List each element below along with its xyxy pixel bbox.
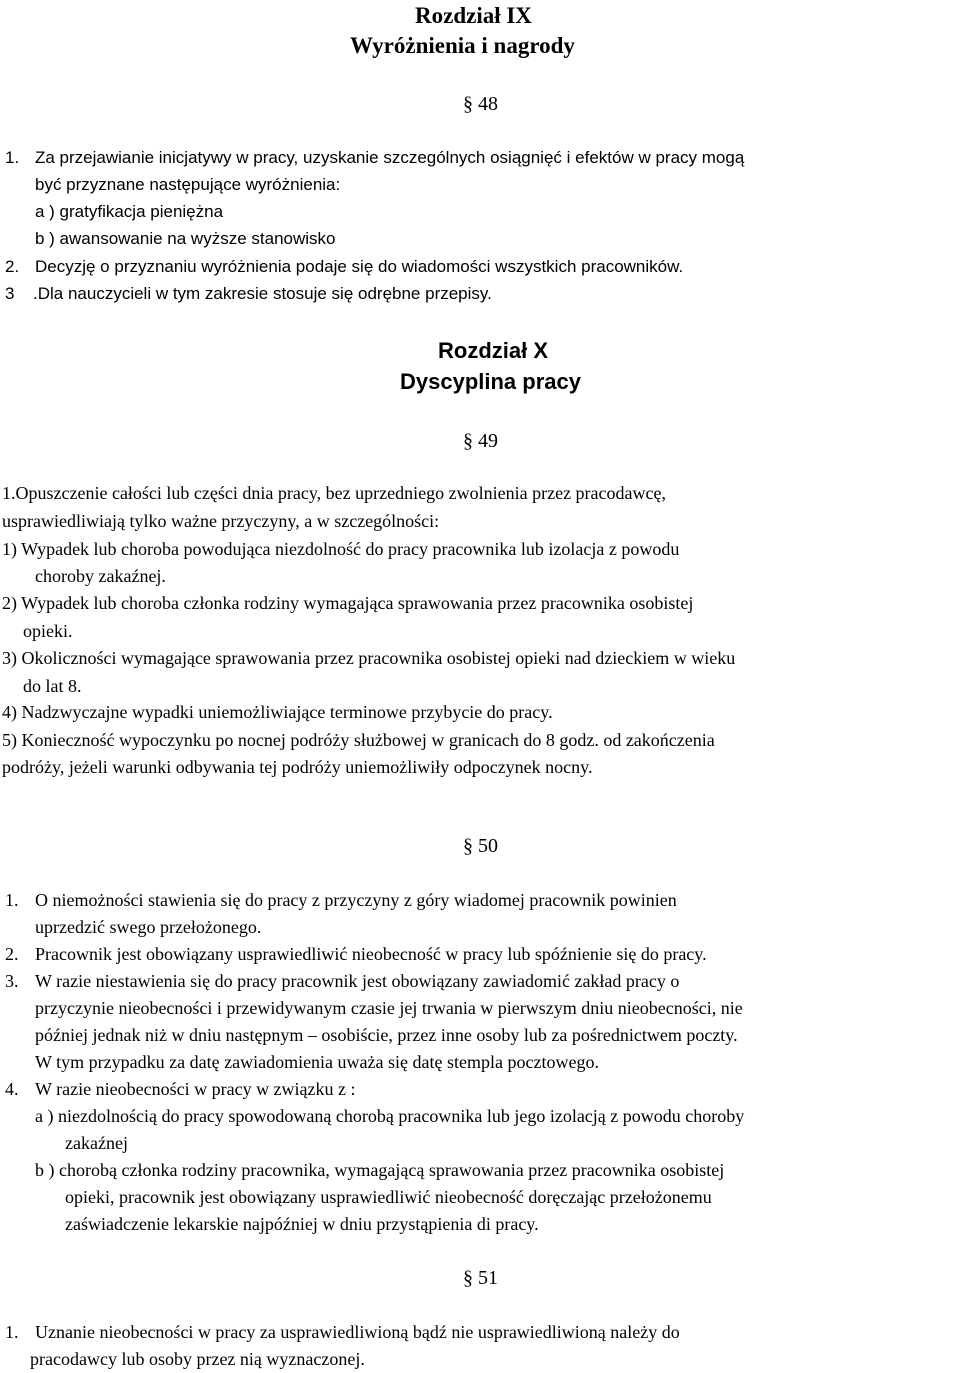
chapter-10-title: Dyscyplina pracy [400, 369, 581, 394]
paragraph-line: Uznanie nieobecności w pracy za usprawiedliwioną bądź nie usprawiedliwioną należy do [35, 1322, 680, 1342]
paragraph-line: W tym przypadku za datę zawiadomienia uważa się datę stempla pocztowego. [35, 1052, 599, 1072]
paragraph-line: 1.Opuszczenie całości lub części dnia pracy, bez uprzedniego zwolnienia przez pracodawcę, [2, 483, 666, 503]
paragraph-line: pracodawcy lub osoby przez nią wyznaczonej. [30, 1349, 365, 1369]
list-item: 5) Konieczność wypoczynku po nocnej podróży służbowej w granicach do 8 godz. od zakończenia [2, 730, 715, 750]
paragraph-line: Decyzję o przyznaniu wyróżnienia podaje się do wiadomości wszystkich pracowników. [35, 257, 684, 276]
list-item: b ) chorobą członka rodziny pracownika, wymagającą sprawowania przez pracownika osobistej [35, 1160, 725, 1180]
item-number: 4. [5, 1079, 19, 1099]
list-item-continuation: opieki. [23, 621, 73, 641]
paragraph-line: Za przejawianie inicjatywy w pracy, uzyskanie szczególnych osiągnięć i efektów w pracy mogą [35, 148, 745, 167]
list-item-continuation: zakaźnej [65, 1133, 128, 1153]
paragraph-line: O niemożności stawienia się do pracy z przyczyny z góry wiadomej pracownik powinien [35, 890, 677, 910]
paragraph-line: uprzedzić swego przełożonego. [35, 917, 262, 937]
chapter-10-heading: Rozdział X [438, 338, 549, 363]
chapter-9-heading: Rozdział IX [415, 3, 532, 28]
paragraph-line: W razie niestawienia się do pracy pracownik jest obowiązany zawiadomić zakład pracy o [35, 971, 680, 991]
list-item-continuation: zaświadczenie lekarskie najpóźniej w dniu przystąpienia di pracy. [65, 1214, 539, 1234]
paragraph-line: później jednak niż w dniu następnym – osobiście, przez inne osoby lub za pośrednictwem poczty. [35, 1025, 738, 1045]
chapter-9-title: Wyróżnienia i nagrody [350, 33, 575, 58]
item-number: 1. [5, 890, 19, 910]
paragraph-line: Pracownik jest obowiązany usprawiedliwić nieobecność w pracy lub spóźnienie się do pracy. [35, 944, 707, 964]
section-50-heading: § 50 [463, 835, 498, 857]
list-item-continuation: opieki, pracownik jest obowiązany usprawiedliwić nieobecność doręczając przełożonemu [65, 1187, 712, 1207]
list-item-continuation: podróży, jeżeli warunki odbywania tej podróży uniemożliwiły odpoczynek nocny. [2, 757, 593, 777]
item-number: 2. [5, 257, 20, 276]
item-number: 2. [5, 944, 19, 964]
section-51-heading: § 51 [463, 1267, 498, 1289]
list-item-continuation: choroby zakaźnej. [35, 566, 166, 586]
list-item: 3) Okoliczności wymagające sprawowania przez pracownika osobistej opieki nad dzieckiem w wieku [2, 648, 736, 668]
item-number: 3. [5, 971, 19, 991]
list-item-continuation: do lat 8. [23, 676, 82, 696]
list-item: a ) niezdolnością do pracy spowodowaną chorobą pracownika lub jego izolacją z powodu choroby [35, 1106, 745, 1126]
item-number: 1. [5, 148, 20, 167]
list-item: 2) Wypadek lub choroba członka rodziny wymagająca sprawowania przez pracownika osobistej [2, 593, 694, 613]
item-number: 3 [5, 284, 15, 303]
list-item: a ) gratyfikacja pieniężna [35, 202, 224, 221]
paragraph-line: usprawiedliwiają tylko ważne przyczyny, a w szczególności: [2, 511, 440, 531]
section-48-heading: § 48 [463, 93, 498, 115]
paragraph-line: przyczynie nieobecności i przewidywanym czasie jej trwania w pierwszym dniu nieobecności, nie [35, 998, 743, 1018]
list-item: 1) Wypadek lub choroba powodująca niezdolność do pracy pracownika lub izolacja z powodu [2, 539, 680, 559]
paragraph-line: .Dla nauczycieli w tym zakresie stosuje się odrębne przepisy. [33, 284, 492, 303]
item-number: 1. [5, 1322, 19, 1342]
list-item: 4) Nadzwyczajne wypadki uniemożliwiające terminowe przybycie do pracy. [2, 702, 553, 722]
paragraph-line: W razie nieobecności w pracy w związku z : [35, 1079, 356, 1099]
list-item: b ) awansowanie na wyższe stanowisko [35, 229, 336, 248]
paragraph-line: być przyznane następujące wyróżnienia: [35, 175, 341, 194]
section-49-heading: § 49 [463, 430, 498, 452]
